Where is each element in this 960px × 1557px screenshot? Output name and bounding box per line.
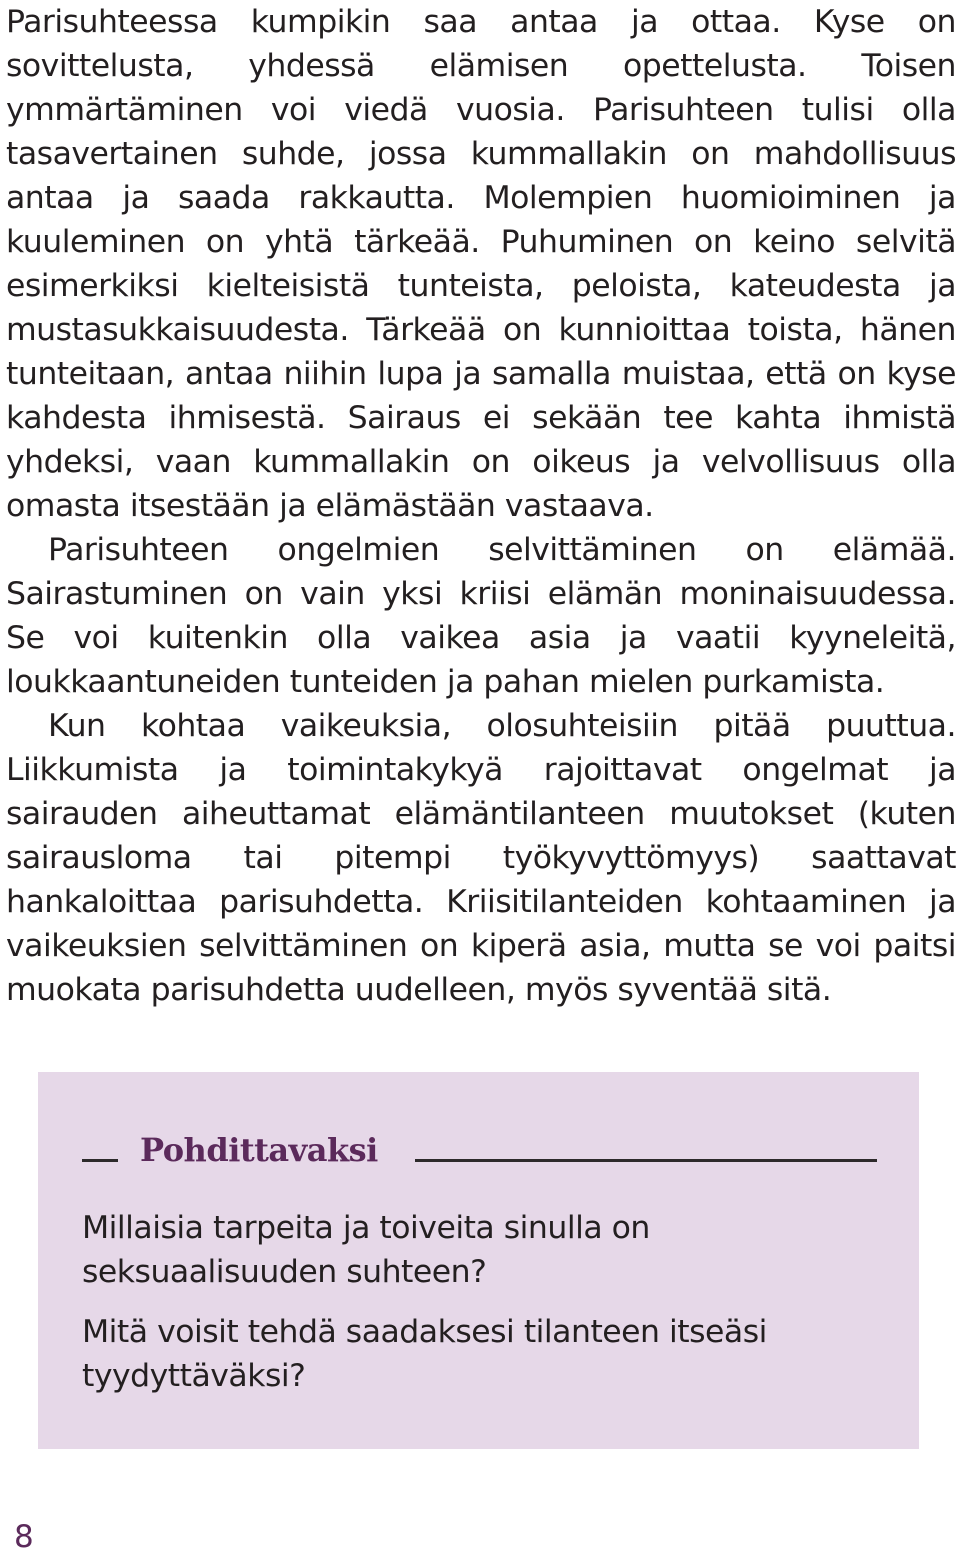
- reflection-question-2: Mitä voisit tehdä saadaksesi tilanteen itseäsi tyydyttäväksi?: [82, 1314, 767, 1394]
- paragraph-3: Kun kohtaa vaikeuksia, olosuhteisiin pitää puuttua. Liikkumista ja toimintakykyä rajoittavat ongelmat ja sairauden aiheuttamat elämäntilanteen muutokset (kuten sairausloma tai pitempi työkyvyttömyys) saattavat hankaloittaa parisuhdetta. Kriisitilanteiden kohtaaminen ja vaikeuksien selvittäminen on kiperä asia, mutta se voi paitsi muokata parisuhdetta uudelleen, myös syventää sitä.: [6, 708, 956, 1008]
- paragraph-1: Parisuhteessa kumpikin saa antaa ja ottaa. Kyse on sovittelusta, yhdessä elämisen opettelusta. Toisen ymmärtäminen voi viedä vuosia. Parisuhteen tulisi olla tasavertainen suhde, jossa kummallakin on mahdollisuus antaa ja saada rakkautta. Molempien huomioiminen ja kuuleminen on yhtä tärkeää. Puhuminen on keino selvitä esimerkiksi kielteisistä tunteista, peloista, kateudesta ja mustasukkaisuudesta. Tärkeää on kunnioittaa toista, hänen tunteitaan, antaa niihin lupa ja samalla muistaa, että on kyse kahdesta ihmisestä. Sairaus ei sekään tee kahta ihmistä yhdeksi, vaan kummallakin on oikeus ja velvollisuus olla omasta itsestään ja elämästään vastaava.: [6, 4, 956, 524]
- main-text: [6, 0, 956, 1012]
- page-number: 8: [14, 1519, 34, 1555]
- heading-rule-left: [82, 1159, 118, 1162]
- reflection-heading-row: [82, 1128, 878, 1172]
- reflection-heading: Pohdittavaksi: [140, 1131, 378, 1169]
- reflection-question-1: Millaisia tarpeita ja toiveita sinulla on seksuaalisuuden suhteen?: [82, 1210, 650, 1290]
- heading-rule-right: [415, 1159, 877, 1162]
- paragraph-2: Parisuhteen ongelmien selvittäminen on elämää. Sairastuminen on vain yksi kriisi elämän moninaisuudessa. Se voi kuitenkin olla vaikea asia ja vaatii kyyneleitä, loukkaantuneiden tunteiden ja pahan mielen purkamista.: [6, 532, 956, 700]
- reflection-box: [38, 1072, 919, 1449]
